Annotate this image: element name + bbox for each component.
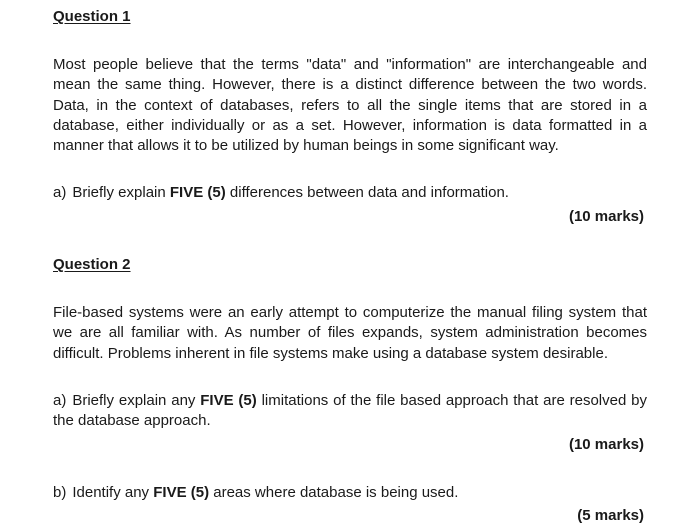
question-2-part-a: [53, 391, 647, 431]
part-letter: a): [53, 392, 67, 409]
question-2-body: File-based systems were an early attempt to computerize the manual filing system that we are all familiar with. As number of files expands, system administration becomes difficult. Problems inherent in file systems make using a database system desirable.: [53, 304, 647, 362]
question-2-title: Question 2: [53, 256, 131, 273]
part-text-bold: FIVE (5): [169, 184, 226, 201]
part-text-pre: Briefly explain any: [72, 392, 201, 409]
part-text-bold: FIVE (5): [153, 484, 210, 501]
part-text-post: differences between data and information.: [225, 184, 509, 201]
part-text-post: limitations of the file based approach that are resolved by the database approach.: [53, 392, 647, 429]
question-2-part-b: [53, 483, 647, 503]
question-1-part-a-marks: (10 marks): [568, 208, 644, 225]
question-1-body: Most people believe that the terms "data" and "information" are interchangeable and mean the same thing. However, there is a distinct difference between the two words. Data, in the context of databases, refers to all the single items that are stored in a database, either individually or as a set. However, information is data formatted in a manner that allows it to be utilized by human beings in some significant way.: [53, 56, 647, 155]
part-text-pre: Identify any: [72, 484, 154, 501]
part-letter: b): [53, 484, 67, 501]
part-text-bold: FIVE (5): [200, 392, 257, 409]
part-text-post: areas where database is being used.: [209, 484, 459, 501]
question-1-title: Question 1: [53, 8, 131, 25]
question-1-part-a: [53, 183, 647, 203]
part-text-pre: Briefly explain: [72, 184, 170, 201]
question-2-part-b-marks: (5 marks): [577, 507, 644, 524]
part-letter: a): [53, 184, 67, 201]
question-2-part-a-marks: (10 marks): [568, 436, 644, 453]
